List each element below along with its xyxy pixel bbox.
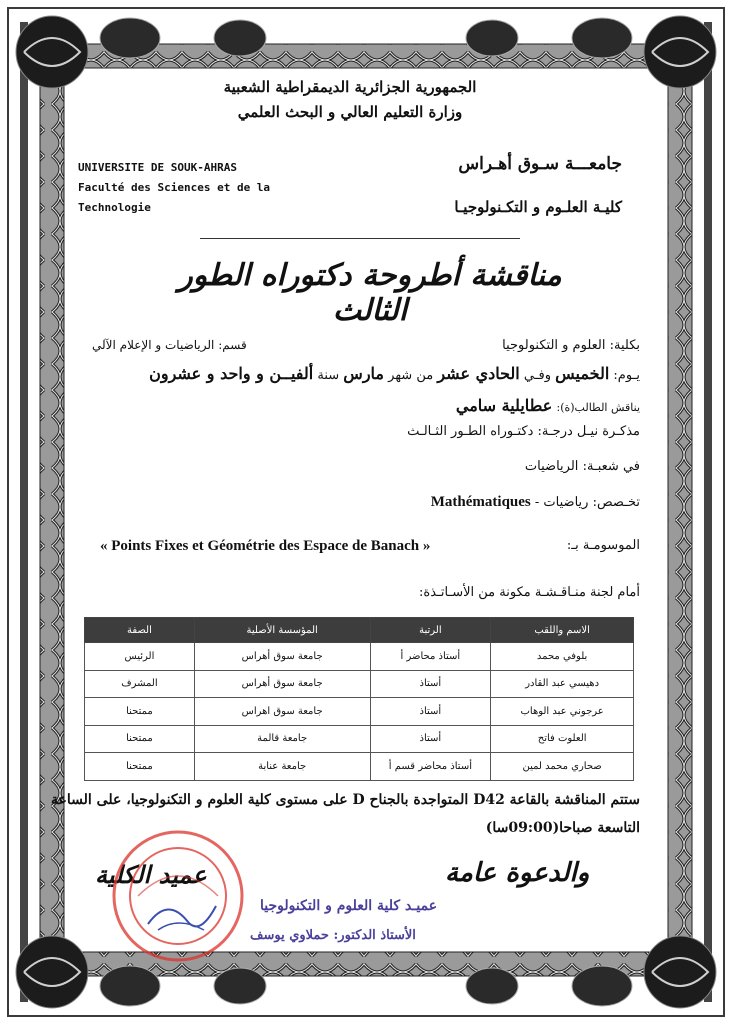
of-month-word: من شهر	[388, 368, 434, 383]
memo-line	[407, 424, 640, 439]
department-line	[92, 338, 247, 352]
month-value: مارس	[343, 364, 384, 383]
faculty-name-ar: كليـة العلـوم و التكـنولوجيـا	[454, 198, 622, 216]
memo-value: دكتـوراه الطـور الثـالـث	[407, 424, 534, 439]
specialty-value-fr: Mathématiques	[430, 494, 531, 510]
faculty-label: بكلية:	[609, 338, 640, 353]
jury-institution: جامعة عنابة	[194, 753, 370, 781]
jury-institution: جامعة سوق أهراس	[194, 670, 370, 698]
faculty-line	[502, 338, 640, 353]
jury-rank: أستاذ محاضر أ	[370, 643, 491, 671]
table-row	[85, 725, 634, 753]
jury-rank: أستاذ	[370, 670, 491, 698]
date-day: الحادي عشر	[437, 364, 520, 383]
table-row	[85, 670, 634, 698]
specialty-label: تخـصص:	[592, 495, 640, 510]
jury-name: العلوت فاتح	[491, 725, 634, 753]
jury-intro: أمام لجنة منـاقـشـة مكونة من الأسـاتـذة:	[419, 585, 640, 600]
year-label: سنة	[317, 368, 340, 383]
and-the-word: وفـي	[523, 368, 552, 383]
jury-rank: أستاذ	[370, 725, 491, 753]
university-fr: UNIVERSITE DE SOUK-AHRAS	[78, 161, 237, 174]
header-divider	[200, 238, 520, 239]
specialty-line	[431, 494, 640, 511]
titled-label: الموسومـة بـ:	[566, 538, 640, 553]
memo-label: مذكـرة نيـل درجـة:	[537, 424, 640, 439]
jury-table	[84, 617, 634, 781]
jury-role: ممتحنا	[85, 725, 195, 753]
dean-name: الأستاذ الدكتور: حملاوي يوسف	[250, 928, 416, 943]
year-value: ألفيــن و واحد و عشرون	[149, 364, 314, 383]
branch-line	[525, 459, 640, 474]
republic-heading: الجمهورية الجزائرية الديمقراطية الشعبية	[223, 78, 477, 96]
department-value: الرياضيات و الإعلام الآلي	[92, 338, 215, 352]
student-name: عطايلية سامي	[455, 396, 553, 415]
day-value: الخميس	[555, 364, 610, 383]
col-rank-header: الرتبة	[370, 618, 491, 643]
dean-handwritten: عميد الكلية	[95, 860, 207, 889]
jury-role: ممتحنا	[85, 753, 195, 781]
department-label: قسم:	[218, 338, 247, 352]
jury-institution: جامعة سوق اهراس	[194, 698, 370, 726]
branch-label: في شعبـة:	[582, 459, 640, 474]
table-row	[85, 643, 634, 671]
day-label: يـوم:	[613, 368, 640, 383]
student-label: يناقش الطالب(ة):	[556, 401, 640, 414]
public-invitation: والدعوة عامة	[445, 858, 590, 888]
jury-name: دهيسي عبد القادر	[491, 670, 634, 698]
col-name-header: الاسم واللقب	[491, 618, 634, 643]
jury-rank: أستاذ محاضر قسم أ	[370, 753, 491, 781]
thesis-title: « Points Fixes et Géométrie des Espace de Banach »	[100, 538, 431, 554]
defense-location: ستتم المناقشة بالقاعة D42 المتواجدة بالجناح D على مستوى كلية العلوم و التكنولوجيا، على الساعة	[51, 792, 640, 808]
jury-name: بلوفي محمد	[491, 643, 634, 671]
jury-institution: جامعة قالمة	[194, 725, 370, 753]
jury-role: ممتحنا	[85, 698, 195, 726]
specialty-value-ar: رياضيات -	[534, 495, 589, 510]
jury-institution: جامعة سوق أهراس	[194, 643, 370, 671]
jury-rank: أستاذ	[370, 698, 491, 726]
university-name-ar: جامعـــة سـوق أهـراس	[458, 154, 622, 174]
jury-role: الرئيس	[85, 643, 195, 671]
faculty-value: العلوم و التكنولوجيا	[502, 338, 606, 353]
official-stamp	[108, 826, 248, 966]
jury-name: صحاري محمد لمين	[491, 753, 634, 781]
university-name-fr	[78, 158, 378, 218]
dean-title: عميـد كلية العلوم و التكنولوجيا	[260, 898, 438, 914]
jury-role: المشرف	[85, 670, 195, 698]
faculty-fr-line1: Faculté des Sciences et de la	[78, 181, 271, 194]
student-line	[456, 396, 640, 415]
jury-header-row	[85, 618, 634, 643]
jury-name: عرجوني عبد الوهاب	[491, 698, 634, 726]
table-row	[85, 753, 634, 781]
col-institution-header: المؤسسة الأصلية	[194, 618, 370, 643]
faculty-fr-line2: Technologie	[78, 201, 151, 214]
document-title: مناقشة أطروحة دكتوراه الطور الثالث	[178, 258, 562, 328]
table-row	[85, 698, 634, 726]
defense-time: التاسعة صباحا(09:00سا)	[485, 820, 640, 836]
branch-value: الرياضيات	[524, 459, 579, 474]
col-role-header: الصفة	[85, 618, 195, 643]
date-line	[149, 364, 640, 383]
ministry-heading: وزارة التعليم العالي و البحث العلمي	[237, 103, 463, 121]
